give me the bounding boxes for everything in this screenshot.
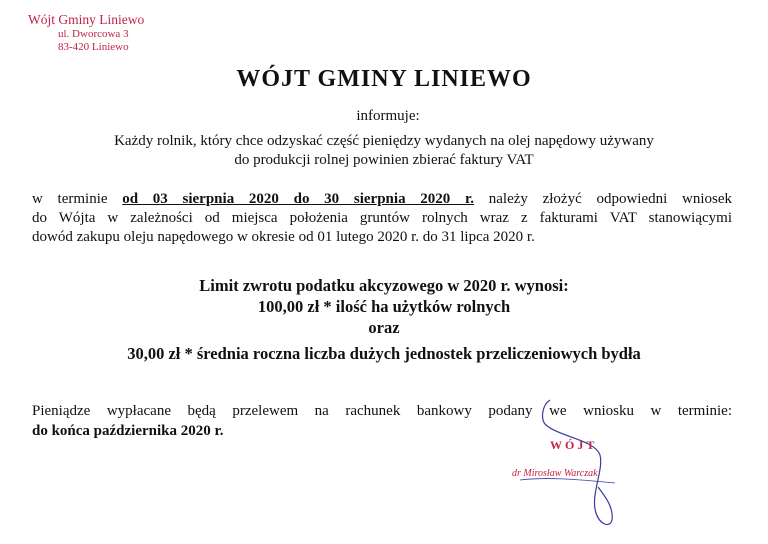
handwritten-signature bbox=[500, 395, 650, 535]
deadline-line-2: do Wójta w zależności od miejsca położenia gruntów rolnych wraz z fakturami VAT stanowiącymi bbox=[32, 210, 732, 226]
office-stamp bbox=[28, 12, 144, 54]
intro-line-2: do produkcji rolnej powinien zbierać faktury VAT bbox=[234, 152, 534, 168]
stamp-street: ul. Dworcowa 3 bbox=[58, 27, 129, 40]
deadline-period: od 03 sierpnia 2020 do 30 sierpnia 2020 r. bbox=[122, 191, 475, 207]
deadline-suffix: należy złożyć odpowiedni wniosek bbox=[488, 191, 732, 207]
payment-line-1: Pieniądze wypłacane będą przelewem na rachunek bankowy podany we wniosku w terminie: bbox=[32, 403, 732, 419]
limit-conjunction: oraz bbox=[368, 318, 400, 337]
limit-section bbox=[0, 275, 768, 364]
intro-line-1: Każdy rolnik, który chce odzyskać część pieniędzy wydanych na olej napędowy używany bbox=[114, 133, 654, 149]
deadline-line-1 bbox=[32, 190, 732, 209]
informs-label: informuje: bbox=[356, 108, 420, 124]
limit-per-cattle: 30,00 zł * średnia roczna liczba dużych jednostek przeliczeniowych bydła bbox=[127, 344, 641, 363]
deadline-prefix: w terminie bbox=[32, 191, 108, 207]
stamp-title: Wójt Gminy Liniewo bbox=[28, 12, 145, 27]
limit-per-hectare: 100,00 zł * ilość ha użytków rolnych bbox=[257, 297, 511, 316]
deadline-paragraph bbox=[32, 190, 732, 247]
intro-text bbox=[0, 132, 768, 170]
stamp-postal: 83-420 Liniewo bbox=[58, 40, 129, 53]
payment-deadline: do końca października 2020 r. bbox=[32, 423, 224, 439]
signature-name: dr Mirosław Warczak bbox=[512, 468, 598, 479]
page-title: WÓJT GMINY LINIEWO bbox=[236, 66, 532, 92]
signature-title: WÓJT bbox=[550, 438, 598, 452]
limit-heading: Limit zwrotu podatku akcyzowego w 2020 r. wynosi: bbox=[199, 276, 569, 295]
deadline-line-3: dowód zakupu oleju napędowego w okresie od 01 lutego 2020 r. do 31 lipca 2020 r. bbox=[32, 229, 535, 245]
